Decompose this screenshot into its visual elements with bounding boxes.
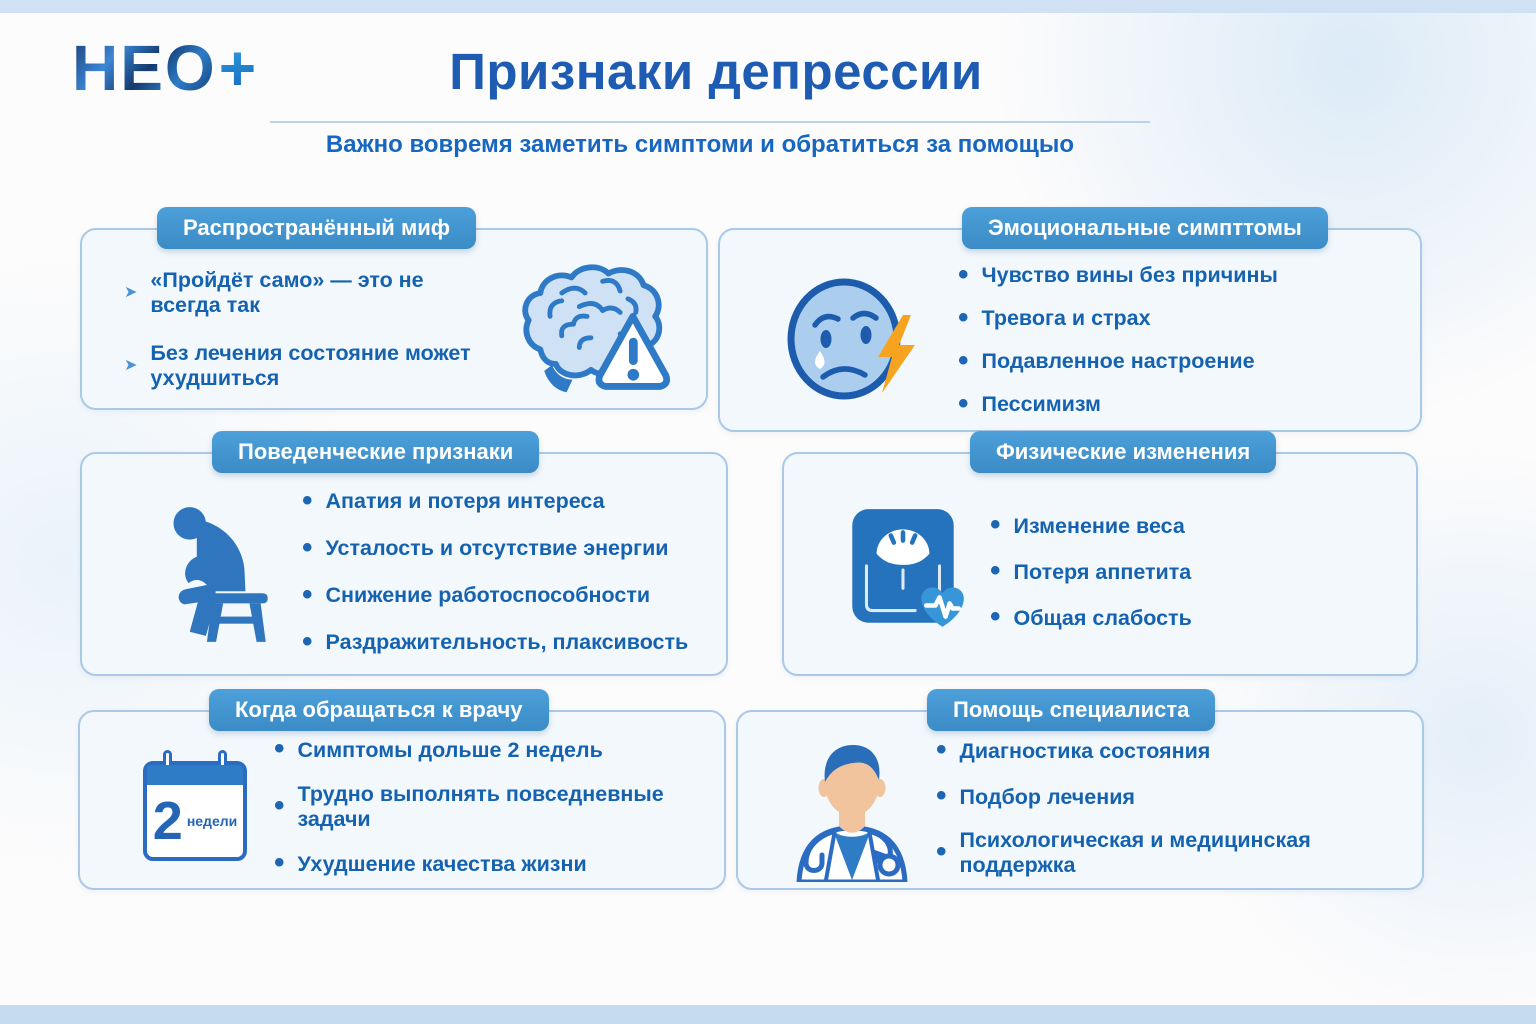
doctor-icon (768, 732, 936, 882)
calendar-2-weeks-icon (116, 753, 274, 861)
dot-bullet-icon: • (958, 386, 969, 420)
dot-bullet-icon: • (274, 789, 285, 822)
dot-bullet-icon: • (274, 846, 285, 879)
bullet-item: • Тревога и страх (958, 300, 1151, 334)
card-header-badge: Когда обращаться к врачу (209, 689, 549, 731)
bullet-list (936, 733, 1412, 878)
card-specialist-help (736, 697, 1424, 890)
sitting-person-icon (122, 496, 302, 648)
calendar-label: недели (186, 813, 238, 829)
bullet-item: ➤ «Пройдёт само» — это не всегда так (124, 267, 424, 317)
calendar-header-band (147, 765, 243, 785)
title-divider (270, 121, 1150, 123)
bullet-item: ➤ Без лечения состояние может ухудшиться (124, 340, 471, 390)
bullet-item: • Трудно выполнять повседневные задачи (274, 782, 664, 831)
bullet-item: • Раздражительность, плаксивость (302, 624, 689, 658)
bullet-item: • Симптомы дольше 2 недель (274, 732, 603, 765)
dot-bullet-icon: • (990, 508, 1001, 541)
bullet-list (958, 257, 1406, 420)
page-title: Признаки депрессии (449, 43, 983, 100)
bullet-item: • Усталость и отсутствие энергии (302, 530, 669, 564)
card-header-badge: Помощь специалиста (927, 689, 1215, 731)
bullet-list (274, 732, 714, 879)
card-behavioral-signs (80, 439, 728, 676)
brand-name: НЕО (72, 32, 217, 104)
bullet-item: • Чувство вины без причины (958, 257, 1278, 291)
calendar-number: 2 (152, 791, 183, 851)
bullet-list (302, 483, 716, 658)
bullet-item: • Ухудшение качества жизни (274, 846, 587, 879)
card-physical-changes (782, 439, 1418, 676)
dot-bullet-icon: • (302, 624, 313, 658)
card-header-badge: Распространённый миф (157, 207, 476, 249)
card-header-badge: Поведенческие признаки (212, 431, 539, 473)
dot-bullet-icon: • (990, 600, 1001, 633)
bullet-item: • Изменение веса (990, 508, 1185, 541)
dot-bullet-icon: • (936, 733, 947, 766)
card-header-badge: Физические изменения (970, 431, 1276, 473)
bottom-band (0, 1005, 1536, 1024)
card-when-to-see-doctor (78, 697, 726, 890)
dot-bullet-icon: • (990, 554, 1001, 587)
bullet-item: • Апатия и потеря интереса (302, 483, 605, 517)
arrow-bullet-icon: ➤ (124, 283, 138, 301)
dot-bullet-icon: • (936, 779, 947, 812)
brain-warning-icon (492, 256, 688, 402)
bullet-item: • Подавленное настроение (958, 343, 1255, 377)
top-band (0, 0, 1536, 13)
bullet-list (990, 508, 1406, 633)
arrow-bullet-icon: ➤ (124, 356, 138, 374)
brand-plus-icon: + (218, 32, 259, 104)
bullet-item: • Пессимизм (958, 386, 1101, 420)
bullet-item: • Снижение работоспособности (302, 577, 651, 611)
dot-bullet-icon: • (274, 732, 285, 765)
bullet-item: • Подбор лечения (936, 779, 1135, 812)
page-subtitle: Важно вовремя заметить симптоми и обратиться за помощыо (325, 131, 1075, 158)
bullet-item: • Диагностика состояния (936, 733, 1211, 766)
dot-bullet-icon: • (936, 835, 947, 868)
dot-bullet-icon: • (302, 483, 313, 517)
dot-bullet-icon: • (958, 300, 969, 334)
bullet-item: • Общая слабость (990, 600, 1192, 633)
bullet-item: • Психологическая и медицинская поддержка (936, 828, 1311, 877)
scale-heart-icon (818, 501, 990, 643)
sad-face-lightning-icon (754, 273, 958, 408)
dot-bullet-icon: • (958, 257, 969, 291)
dot-bullet-icon: • (958, 343, 969, 377)
dot-bullet-icon: • (302, 577, 313, 611)
dot-bullet-icon: • (302, 530, 313, 564)
card-common-myth (80, 215, 708, 410)
card-emotional-symptoms (718, 215, 1422, 432)
bullet-item: • Потеря аппетита (990, 554, 1192, 587)
bullet-list (124, 268, 492, 391)
card-header-badge: Эмоциональные симпттомы (962, 207, 1328, 249)
